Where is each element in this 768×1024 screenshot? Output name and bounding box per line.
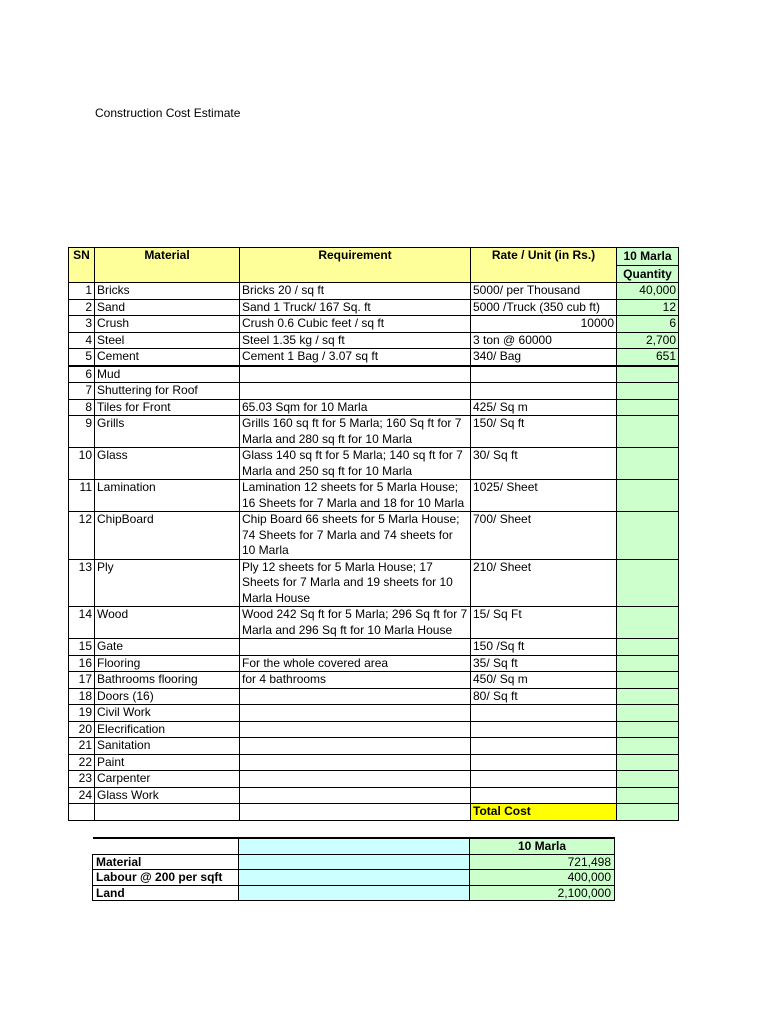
summary-value: 721,498 [470,854,615,870]
row-material: Crush [95,316,240,333]
table-row [69,672,679,689]
row-material: Sanitation [95,738,240,755]
total-cost-value [617,804,679,821]
summary-header-10-marla: 10 Marla [470,838,615,854]
row-quantity: 40,000 [617,283,679,300]
row-material: Steel [95,332,240,349]
table-header-row [69,248,679,283]
row-requirement: Lamination 12 sheets for 5 Marla House; 16 Sheets for 7 Marla and 18 for 10 Marla [240,480,471,512]
table-row [69,349,679,366]
row-rate: 1025/ Sheet [471,480,617,512]
row-sn: 7 [69,383,95,400]
row-material: Glass [95,448,240,480]
row-sn: 17 [69,672,95,689]
row-requirement: Wood 242 Sq ft for 5 Marla; 296 Sq ft for 7 Marla and 296 Sq ft for 10 Marla House [240,607,471,639]
row-material: Carpenter [95,771,240,788]
row-sn: 22 [69,754,95,771]
header-quantity [617,248,679,283]
table-row [69,316,679,333]
row-requirement: For the whole covered area [240,655,471,672]
row-quantity [617,738,679,755]
summary-value: 2,100,000 [470,885,615,901]
cost-estimate-table [68,247,679,821]
row-sn: 21 [69,738,95,755]
row-quantity [617,655,679,672]
row-rate: 340/ Bag [471,349,617,366]
row-sn: 11 [69,480,95,512]
row-quantity: 651 [617,349,679,366]
row-material: Tiles for Front [95,399,240,416]
header-material: Material [95,248,240,283]
row-sn: 9 [69,416,95,448]
row-material: Cement [95,349,240,366]
summary-cyan-cell [239,870,470,886]
row-quantity [617,754,679,771]
row-quantity [617,512,679,560]
row-sn: 15 [69,639,95,656]
row-material: Doors (16) [95,688,240,705]
row-rate: 3 ton @ 60000 [471,332,617,349]
row-quantity [617,688,679,705]
table-row [69,399,679,416]
row-quantity [617,448,679,480]
row-material: Elecrification [95,721,240,738]
row-quantity [617,705,679,722]
row-sn: 4 [69,332,95,349]
summary-label: Land [93,885,239,901]
table-row [69,480,679,512]
row-sn: 6 [69,366,95,383]
total-row-blank [240,804,471,821]
row-sn: 10 [69,448,95,480]
table-row [69,448,679,480]
document-title: Construction Cost Estimate [95,106,241,120]
table-row [69,416,679,448]
row-rate: 150/ Sq ft [471,416,617,448]
summary-label: Material [93,854,239,870]
row-requirement: Glass 140 sq ft for 5 Marla; 140 sq ft for 7 Marla and 250 sq ft for 10 Marla [240,448,471,480]
row-requirement: Ply 12 sheets for 5 Marla House; 17 Sheets for 7 Marla and 19 sheets for 10 Marla House [240,559,471,607]
summary-row [93,870,615,886]
row-material: Flooring [95,655,240,672]
row-quantity [617,399,679,416]
summary-cyan-cell [239,854,470,870]
row-requirement: Grills 160 sq ft for 5 Marla; 160 Sq ft for 7 Marla and 280 sq ft for 10 Marla [240,416,471,448]
row-material: Sand [95,299,240,316]
row-rate: 80/ Sq ft [471,688,617,705]
total-row-blank [69,804,95,821]
row-rate: 450/ Sq m [471,672,617,689]
row-sn: 13 [69,559,95,607]
row-rate [471,787,617,804]
row-material: Grills [95,416,240,448]
row-requirement [240,787,471,804]
summary-blank-cell [93,838,239,854]
row-requirement [240,705,471,722]
row-requirement [240,738,471,755]
table-row [69,607,679,639]
table-row [69,512,679,560]
table-row [69,787,679,804]
total-cost-label: Total Cost [471,804,617,821]
row-quantity: 6 [617,316,679,333]
row-sn: 1 [69,283,95,300]
summary-table [92,837,615,901]
row-requirement [240,721,471,738]
row-quantity [617,639,679,656]
row-rate [471,721,617,738]
row-material: Paint [95,754,240,771]
row-quantity: 12 [617,299,679,316]
summary-header-row [93,838,615,854]
row-material: Wood [95,607,240,639]
row-quantity [617,787,679,804]
row-rate: 5000/ per Thousand [471,283,617,300]
row-requirement: Cement 1 Bag / 3.07 sq ft [240,349,471,366]
row-quantity: 2,700 [617,332,679,349]
table-row [69,705,679,722]
header-quantity-label: Quantity [623,267,672,281]
row-sn: 14 [69,607,95,639]
row-sn: 3 [69,316,95,333]
row-rate: 10000 [471,316,617,333]
row-rate: 425/ Sq m [471,399,617,416]
row-sn: 23 [69,771,95,788]
row-material: Bathrooms flooring [95,672,240,689]
row-quantity [617,771,679,788]
row-sn: 18 [69,688,95,705]
row-rate: 5000 /Truck (350 cub ft) [471,299,617,316]
row-requirement: Steel 1.35 kg / sq ft [240,332,471,349]
row-material: Gate [95,639,240,656]
row-rate: 30/ Sq ft [471,448,617,480]
row-requirement [240,383,471,400]
total-row [69,804,679,821]
summary-label: Labour @ 200 per sqft [93,870,239,886]
row-sn: 2 [69,299,95,316]
summary-cyan-cell [239,838,470,854]
header-10-marla: 10 Marla [617,248,678,266]
header-rate: Rate / Unit (in Rs.) [471,248,617,283]
summary-row [93,885,615,901]
row-requirement [240,771,471,788]
row-quantity [617,416,679,448]
table-row [69,639,679,656]
row-sn: 19 [69,705,95,722]
row-quantity [617,721,679,738]
table-row [69,738,679,755]
row-rate: 15/ Sq Ft [471,607,617,639]
summary-cyan-cell [239,885,470,901]
row-requirement: for 4 bathrooms [240,672,471,689]
row-requirement [240,639,471,656]
header-sn: SN [69,248,95,283]
row-sn: 16 [69,655,95,672]
row-rate [471,383,617,400]
row-requirement [240,754,471,771]
row-requirement: Crush 0.6 Cubic feet / sq ft [240,316,471,333]
table-row [69,383,679,400]
row-material: Mud [95,366,240,383]
table-row [69,366,679,383]
row-quantity [617,480,679,512]
row-sn: 8 [69,399,95,416]
table-row [69,283,679,300]
row-sn: 12 [69,512,95,560]
row-rate: 700/ Sheet [471,512,617,560]
row-sn: 5 [69,349,95,366]
row-quantity [617,559,679,607]
table-row [69,688,679,705]
row-rate [471,705,617,722]
row-material: Glass Work [95,787,240,804]
row-rate [471,771,617,788]
summary-row [93,854,615,870]
row-sn: 20 [69,721,95,738]
row-requirement [240,688,471,705]
row-material: Lamination [95,480,240,512]
row-rate: 210/ Sheet [471,559,617,607]
row-requirement: Sand 1 Truck/ 167 Sq. ft [240,299,471,316]
summary-value: 400,000 [470,870,615,886]
table-row [69,721,679,738]
row-quantity [617,607,679,639]
row-requirement: Chip Board 66 sheets for 5 Marla House; 74 Sheets for 7 Marla and 74 sheets for 10 Marla [240,512,471,560]
table-row [69,299,679,316]
table-row [69,754,679,771]
row-material: ChipBoard [95,512,240,560]
header-requirement: Requirement [240,248,471,283]
table-row [69,332,679,349]
row-material: Bricks [95,283,240,300]
row-requirement [240,366,471,383]
row-quantity [617,366,679,383]
table-row [69,655,679,672]
table-row [69,771,679,788]
table-row [69,559,679,607]
row-rate [471,738,617,755]
row-requirement: 65.03 Sqm for 10 Marla [240,399,471,416]
row-rate [471,754,617,771]
row-rate: 35/ Sq ft [471,655,617,672]
row-material: Shuttering for Roof [95,383,240,400]
row-sn: 24 [69,787,95,804]
row-material: Ply [95,559,240,607]
total-row-blank [95,804,240,821]
row-quantity [617,672,679,689]
row-material: Civil Work [95,705,240,722]
row-rate: 150 /Sq ft [471,639,617,656]
row-requirement: Bricks 20 / sq ft [240,283,471,300]
row-rate [471,366,617,383]
row-quantity [617,383,679,400]
